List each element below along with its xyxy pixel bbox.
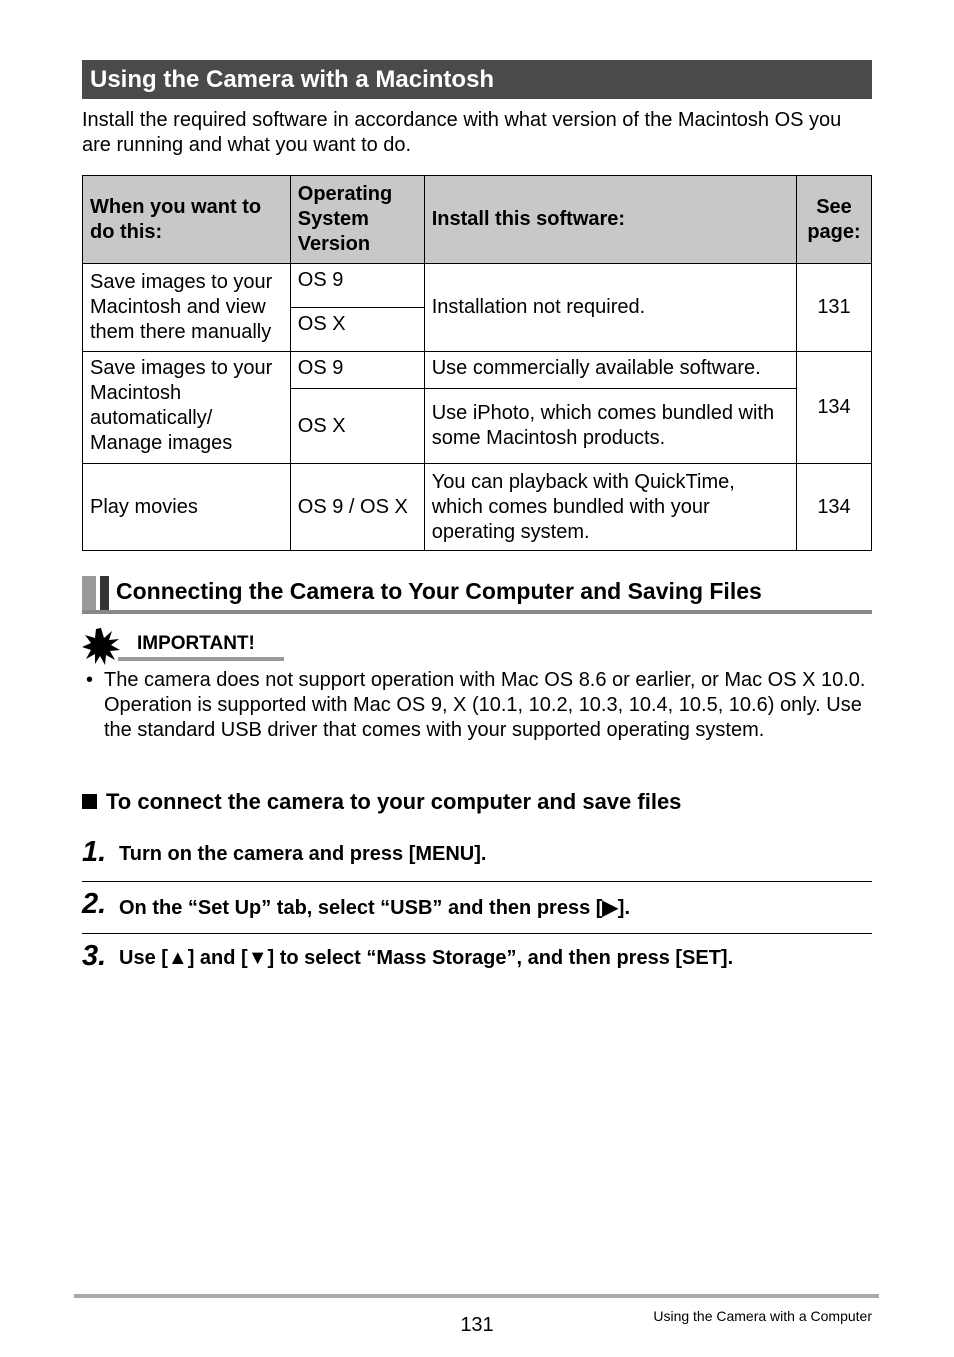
table-cell-os: OS 9	[290, 264, 424, 308]
important-bullet	[82, 668, 872, 743]
table-header-software: Install this software:	[424, 176, 796, 264]
step-3	[82, 940, 872, 986]
page-number: 131	[460, 1314, 494, 1336]
bullet-text: The camera does not support operation with Mac OS 8.6 or earlier, or Mac OS X 10.0. Operation is supported with Mac OS 9, X (10.1, 10.2, 10.3, 10.4, 10.5, 10.6) only. Use the standard USB driver that comes with your supported operating system.	[104, 669, 866, 741]
software-table	[82, 175, 872, 551]
subsection-heading	[82, 576, 872, 614]
square-bullet-icon	[82, 794, 97, 809]
table-cell-os: OS 9 / OS X	[290, 464, 424, 551]
table-row	[83, 464, 872, 551]
step-2	[82, 888, 872, 934]
step-number: 2.	[82, 888, 107, 920]
starburst-icon	[82, 628, 120, 666]
table-cell-page: 134	[797, 352, 872, 464]
important-callout	[82, 628, 286, 662]
table-header-row	[83, 176, 872, 264]
step-number: 1.	[82, 836, 107, 868]
table-row	[83, 352, 872, 389]
heading-bar-dark	[100, 576, 109, 610]
table-header-os: Operating System Version	[290, 176, 424, 264]
table-cell-task: Save images to your Macintosh and view them there manually	[83, 264, 291, 352]
intro-paragraph: Install the required software in accordance with what version of the Macintosh OS you are running and what you want to do.	[82, 109, 842, 156]
bullet-dot: •	[86, 669, 94, 691]
table-cell-os: OS X	[290, 308, 424, 352]
table-cell-page: 134	[797, 464, 872, 551]
table-cell-task: Save images to your Macintosh automatically/ Manage images	[83, 352, 291, 464]
important-underline	[118, 657, 284, 661]
step-text: On the “Set Up” tab, select “USB” and then press [▶].	[119, 897, 631, 919]
table-header-page: See page:	[797, 176, 872, 264]
table-cell-software: Use iPhoto, which comes bundled with some Macintosh products.	[424, 389, 796, 464]
table-cell-task: Play movies	[83, 464, 291, 551]
table-row	[83, 264, 872, 308]
step-text: Use [▲] and [▼] to select “Mass Storage”, and then press [SET].	[119, 947, 734, 969]
table-cell-software: You can playback with QuickTime, which comes bundled with your operating system.	[424, 464, 796, 551]
section-title: Using the Camera with a Macintosh	[82, 60, 872, 99]
important-label: IMPORTANT!	[137, 633, 255, 654]
step-number: 3.	[82, 940, 107, 972]
table-cell-page: 131	[797, 264, 872, 352]
table-cell-os: OS 9	[290, 352, 424, 389]
footer-chapter-title: Using the Camera with a Computer	[653, 1308, 872, 1324]
footer-rule	[74, 1294, 879, 1298]
table-cell-software: Use commercially available software.	[424, 352, 796, 389]
procedure-title: To connect the camera to your computer and save files	[106, 789, 682, 814]
table-header-task: When you want to do this:	[83, 176, 291, 264]
table-cell-os: OS X	[290, 389, 424, 464]
table-cell-software: Installation not required.	[424, 264, 796, 352]
subsection-title: Connecting the Camera to Your Computer and Saving Files	[116, 578, 762, 604]
procedure-heading	[82, 789, 872, 815]
heading-bar-light	[82, 576, 96, 610]
step-text: Turn on the camera and press [MENU].	[119, 843, 487, 865]
step-1	[82, 836, 872, 882]
